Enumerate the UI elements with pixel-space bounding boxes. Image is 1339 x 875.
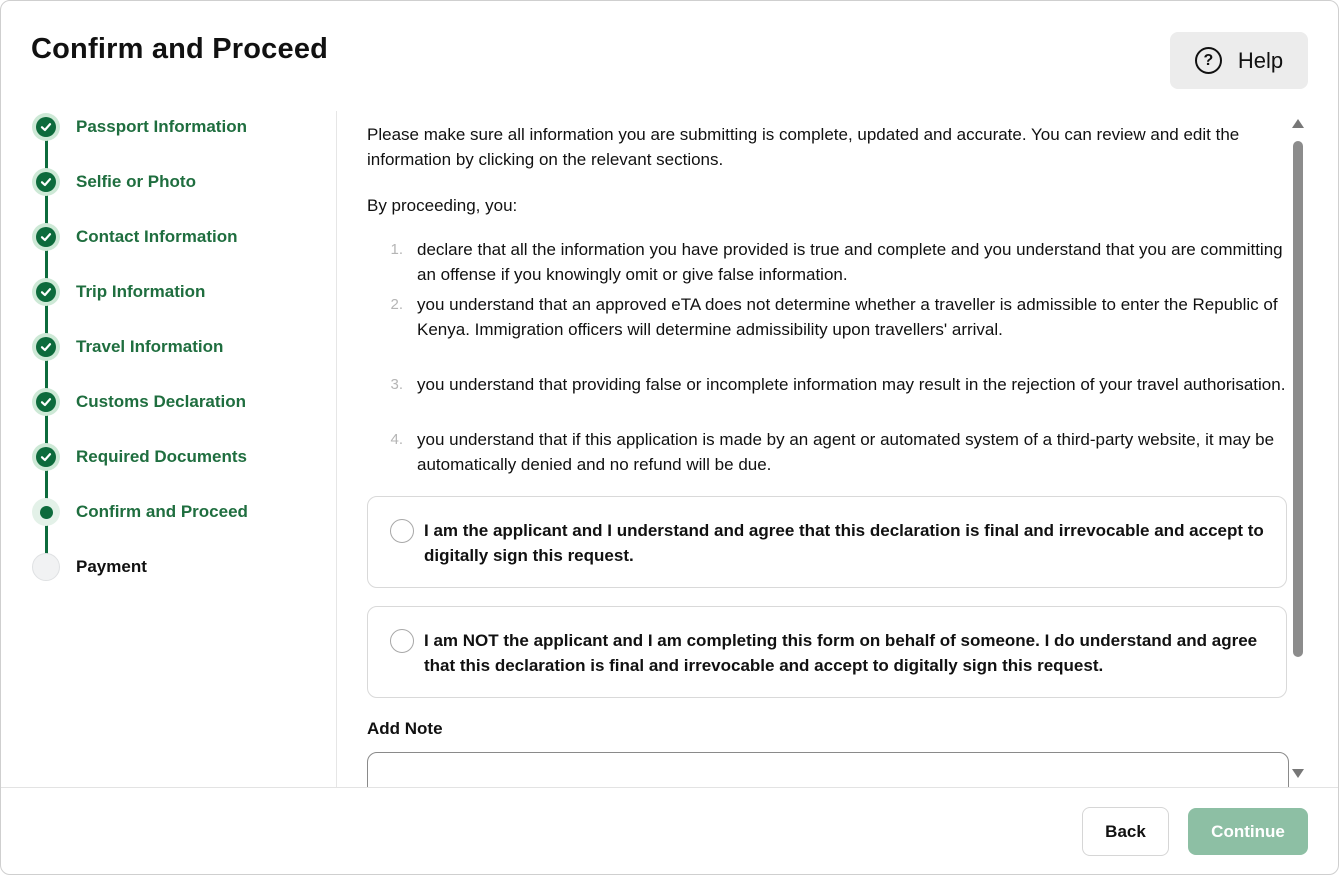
check-icon <box>40 341 52 353</box>
by-proceeding-text: By proceeding, you: <box>367 196 518 215</box>
step-complete-node <box>32 113 60 141</box>
not-applicant-radio[interactable] <box>390 629 414 653</box>
step-pending-node <box>32 553 60 581</box>
check-icon <box>40 231 52 243</box>
step-label: Customs Declaration <box>76 392 247 411</box>
intro-text: Please make sure all information you are submitting is complete, updated and accurate. You can review and edit the information by clicking on the relevant sections. <box>367 125 1240 169</box>
check-icon <box>40 451 52 463</box>
step-complete-node <box>32 223 60 251</box>
check-icon <box>40 121 52 133</box>
declaration-item <box>367 372 1287 397</box>
step-selfie-or-photo[interactable] <box>32 167 196 197</box>
step-customs-declaration[interactable] <box>32 387 246 417</box>
sidebar-divider <box>336 111 337 787</box>
step-contact-information[interactable] <box>32 222 238 252</box>
step-label: Required Documents <box>76 447 247 466</box>
declaration-text: declare that all the information you have provided is true and complete and you understand that you are committing an offense if you knowingly omit or give false information. <box>417 240 1283 284</box>
declaration-text: you understand that an approved eTA does not determine whether a traveller is admissible to enter the Republic of Kenya. Immigration officers will determine admissibility upon travellers' arrival. <box>417 295 1278 339</box>
page-title: Confirm and Proceed <box>31 33 329 65</box>
step-payment[interactable] <box>32 552 147 582</box>
footer-divider <box>1 787 1339 788</box>
step-label: Travel Information <box>76 337 224 356</box>
declaration-number: 3. <box>390 376 403 393</box>
step-label: Contact Information <box>76 227 238 246</box>
step-required-documents[interactable] <box>32 442 247 472</box>
applicant-option-label: I am the applicant and I understand and agree that this declaration is final and irrevocable and accept to digitally sign this request. <box>424 521 1264 565</box>
step-confirm-and-proceed[interactable] <box>32 497 248 527</box>
help-button[interactable] <box>1170 32 1308 89</box>
declaration-item <box>367 427 1287 477</box>
step-label: Trip Information <box>76 282 206 301</box>
add-note-label: Add Note <box>367 719 443 738</box>
declaration-text: you understand that if this application is made by an agent or automated system of a third-party website, it may be automatically denied and no refund will be due. <box>417 430 1275 474</box>
declaration-number: 1. <box>390 241 403 258</box>
help-button-label: Help <box>1237 47 1284 73</box>
step-label: Confirm and Proceed <box>76 502 248 521</box>
continue-button[interactable]: Continue <box>1188 808 1308 855</box>
declaration-item <box>367 292 1287 342</box>
declaration-number: 4. <box>390 431 403 448</box>
back-button[interactable]: Back <box>1082 807 1169 856</box>
step-complete-node <box>32 443 60 471</box>
step-complete-node <box>32 388 60 416</box>
scroll-thumb[interactable] <box>1293 141 1303 657</box>
check-icon <box>40 286 52 298</box>
step-current-node <box>32 498 60 526</box>
step-complete-node <box>32 333 60 361</box>
check-icon <box>40 396 52 408</box>
not-applicant-option-label: I am NOT the applicant and I am completing this form on behalf of someone. I do understand and agree that this declaration is final and irrevocable and accept to digitally sign this request. <box>424 631 1258 675</box>
applicant-radio[interactable] <box>390 519 414 543</box>
not-applicant-option[interactable] <box>367 606 1287 698</box>
question-circle-icon: ? <box>1195 47 1222 74</box>
scroll-down-arrow-icon[interactable] <box>1292 769 1304 778</box>
scroll-up-arrow-icon[interactable] <box>1292 119 1304 128</box>
step-label: Selfie or Photo <box>76 172 196 191</box>
step-complete-node <box>32 168 60 196</box>
declaration-item <box>367 237 1287 287</box>
declaration-text: you understand that providing false or incomplete information may result in the rejection of your travel authorisation. <box>417 375 1286 394</box>
content-scrollbar[interactable] <box>1291 119 1305 781</box>
step-label: Payment <box>76 557 147 576</box>
step-trip-information[interactable] <box>32 277 205 307</box>
applicant-option[interactable] <box>367 496 1287 588</box>
declaration-content <box>367 111 1289 787</box>
step-label: Passport Information <box>76 117 247 136</box>
declaration-number: 2. <box>390 296 403 313</box>
add-note-textarea[interactable] <box>367 752 1289 787</box>
step-complete-node <box>32 278 60 306</box>
check-icon <box>40 176 52 188</box>
step-passport-information[interactable] <box>32 112 247 142</box>
step-travel-information[interactable] <box>32 332 223 362</box>
